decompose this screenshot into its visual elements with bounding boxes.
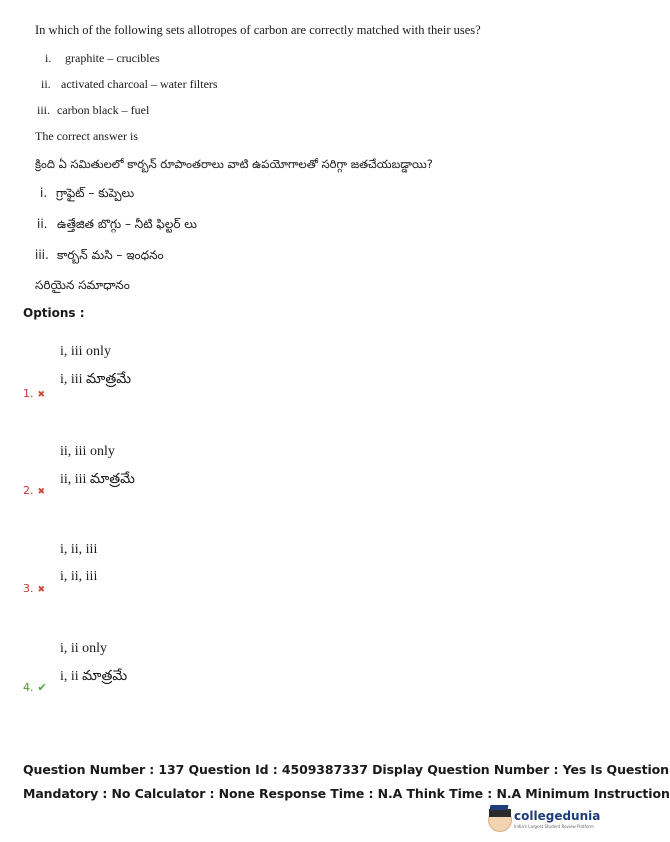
item-text: కార్బన్ మసి – ఇంధనం — [57, 248, 164, 262]
option-3-number — [23, 582, 45, 597]
cross-icon: ✖ — [37, 390, 46, 400]
item-number: i. — [45, 51, 52, 65]
question-text-en: In which of the following sets allotropes of carbon are correctly matched with their uses? — [35, 23, 481, 37]
option-2-text-en[interactable]: ii, iii only — [60, 444, 115, 459]
option-4-text-te[interactable]: i, ii మాత్రమే — [60, 669, 128, 684]
option-number: 1. — [23, 387, 34, 400]
question-meta-line-2: Mandatory : No Calculator : None Response Time : N.A Think Time : N.A Minimum Instruction — [23, 786, 670, 801]
student-mascot-icon — [488, 808, 512, 832]
cross-icon: ✖ — [37, 585, 46, 595]
option-2-text-te[interactable]: ii, iii మాత్రమే — [60, 472, 135, 487]
option-3-text-te[interactable]: i, ii, iii — [60, 569, 98, 584]
answer-prompt-te: సరియైన సమాధానం — [35, 278, 130, 292]
option-number: 3. — [23, 582, 34, 595]
collegedunia-logo — [488, 808, 601, 834]
option-1-text-te[interactable]: i, iii మాత్రమే — [60, 372, 132, 387]
item-number: ii. — [37, 217, 48, 231]
question-item-te-1 — [40, 185, 134, 201]
options-label: Options : — [23, 306, 85, 320]
item-text: graphite – crucibles — [65, 51, 160, 65]
option-3-text-en[interactable]: i, ii, iii — [60, 542, 98, 557]
graduation-cap-icon — [490, 805, 509, 810]
question-item-en-2 — [41, 77, 218, 92]
item-number: ii. — [41, 77, 51, 91]
question-item-en-3 — [37, 103, 149, 118]
question-item-te-2 — [37, 216, 197, 232]
option-number: 4. — [23, 681, 34, 694]
item-number: i. — [40, 186, 48, 200]
option-4-text-en[interactable]: i, ii only — [60, 641, 108, 656]
item-text: activated charcoal – water filters — [61, 77, 218, 91]
logo-name: collegedunia — [514, 809, 601, 823]
item-text: carbon black – fuel — [57, 103, 150, 117]
option-2-number — [23, 484, 45, 499]
question-item-te-3 — [35, 247, 164, 263]
option-1-text-en[interactable]: i, iii only — [60, 344, 111, 359]
question-item-en-1 — [45, 51, 160, 66]
logo-tagline: India's Largest Student Review Platform — [514, 824, 594, 829]
item-number: iii. — [35, 248, 49, 262]
option-1-number — [23, 387, 45, 402]
option-4-number — [23, 681, 47, 695]
answer-prompt-en: The correct answer is — [35, 129, 138, 143]
item-text: గ్రాఫైట్ – కుప్పెలు — [56, 186, 135, 200]
question-text-te: క్రింది ఏ సమితులలో కార్బన్ రూపాంతరాలు వాటి ఉపయోగాలతో సరిగ్గా జతచేయబడ్డాయి? — [35, 157, 433, 171]
cross-icon: ✖ — [37, 487, 46, 497]
item-text: ఉత్తేజిత బొగ్గు – నీటి ఫిల్టర్ లు — [57, 217, 197, 231]
option-number: 2. — [23, 484, 34, 497]
item-number: iii. — [37, 103, 51, 117]
check-icon: ✔ — [37, 681, 47, 694]
question-meta-line-1: Question Number : 137 Question Id : 4509387337 Display Question Number : Yes Is Question — [23, 762, 669, 777]
